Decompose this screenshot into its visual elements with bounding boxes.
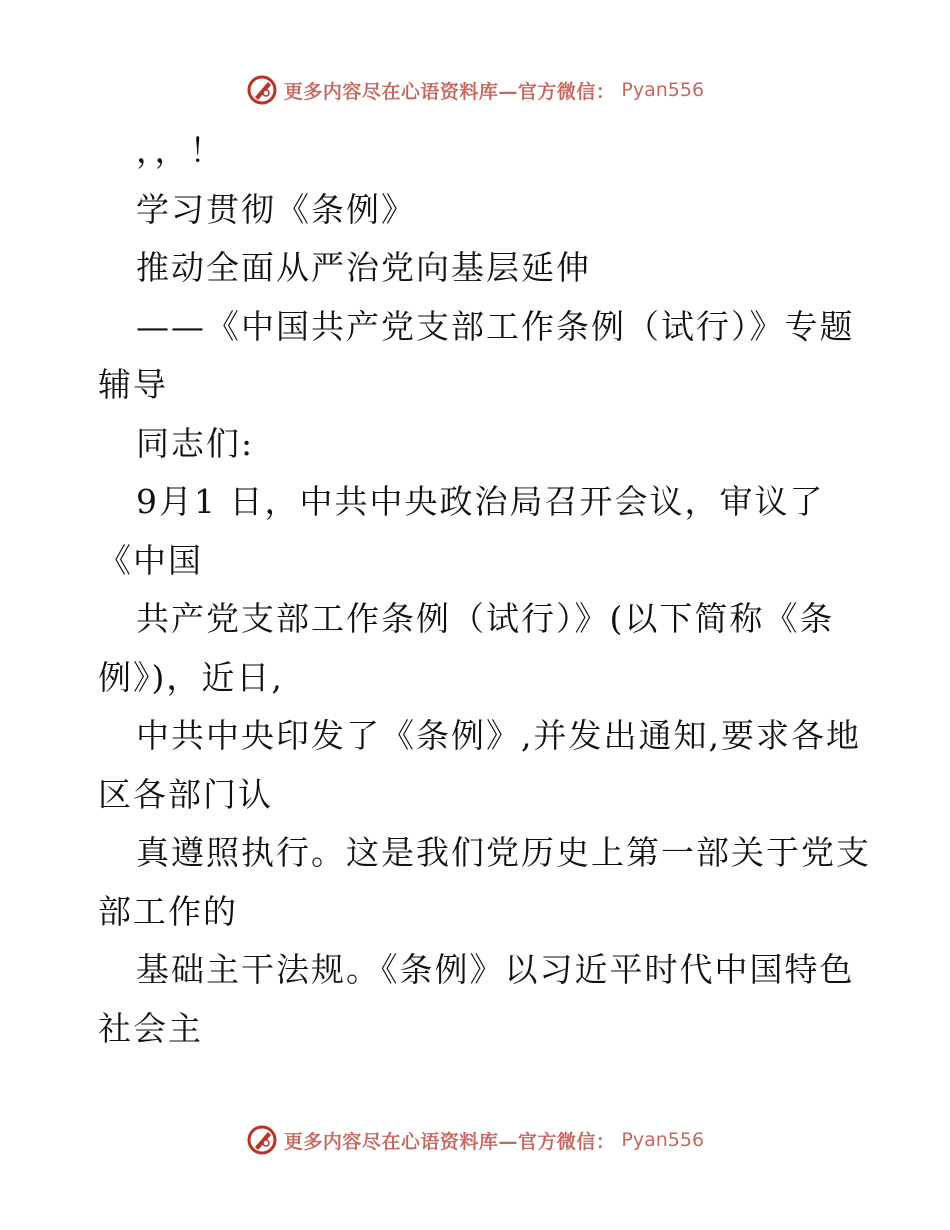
- pen-logo-icon: [246, 1124, 278, 1156]
- watermark-text: 更多内容尽在心语资料库—官方微信：: [283, 1130, 616, 1153]
- watermark-wechat-id: Pyan556: [621, 1129, 705, 1151]
- doc-line: 社会主: [98, 1008, 203, 1048]
- watermark-wechat-id: Pyan556: [621, 79, 705, 101]
- doc-line: 9月1 日，中共中央政治局召开会议，审议了: [136, 482, 825, 521]
- doc-line: 同志们:: [136, 423, 255, 463]
- doc-line: 基础主干法规。《条例》以习近平时代中国特色: [136, 950, 855, 989]
- footer-watermark: [0, 1120, 950, 1160]
- watermark-text: 更多内容尽在心语资料库—官方微信：: [283, 80, 616, 103]
- document-body: [98, 122, 871, 1058]
- doc-line: 辅导: [98, 365, 168, 404]
- doc-line: 推动全面从严治党向基层延伸: [136, 248, 591, 287]
- doc-line: 真遵照执行。这是我们党历史上第一部关于党支: [136, 833, 871, 872]
- doc-line: ——《中国共产党支部工作条例（试行）》专题: [136, 306, 855, 346]
- doc-line: 《中国: [98, 540, 203, 580]
- header-watermark: [0, 70, 950, 110]
- doc-line: 区各部门认: [98, 774, 273, 814]
- doc-line: 学习贯彻《条例》: [136, 189, 416, 229]
- doc-line: ，，！: [136, 131, 225, 170]
- doc-line: 共产党支部工作条例（试行）》(以下简称《条: [136, 599, 835, 638]
- doc-line: 例》)，近日,: [98, 657, 284, 697]
- doc-line: 部工作的: [98, 891, 238, 931]
- doc-line: 中共中央印发了《条例》,并发出通知,要求各地: [136, 716, 861, 755]
- pen-logo-icon: [246, 74, 278, 106]
